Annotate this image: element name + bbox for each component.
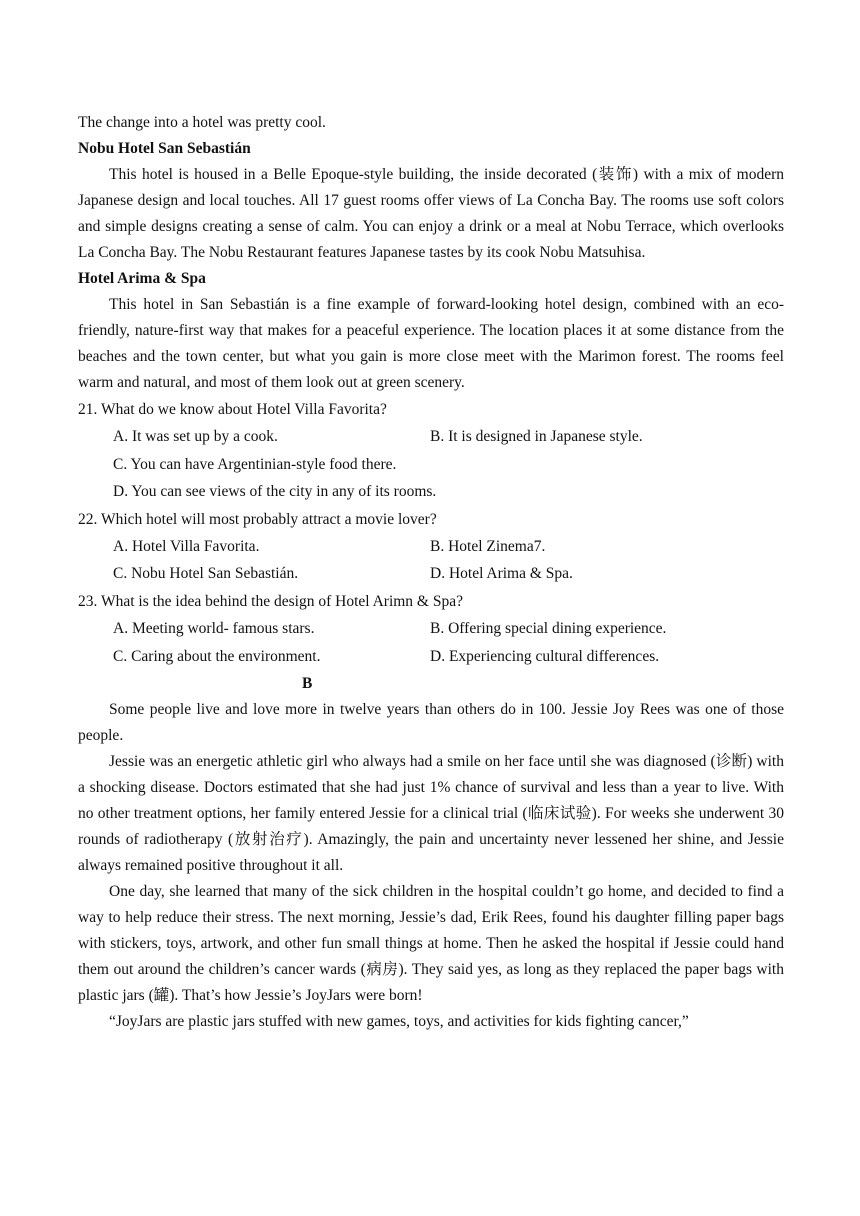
- question-stem: 21. What do we know about Hotel Villa Favorita?: [78, 401, 387, 418]
- option-row: [78, 615, 784, 642]
- option-d: D. Experiencing cultural differences.: [430, 647, 660, 665]
- passage-b-paragraph-1: Some people live and love more in twelve years than others do in 100. Jessie Joy Rees was one of those people.: [78, 701, 784, 745]
- option-b: B. It is designed in Japanese style.: [430, 428, 643, 446]
- option-b: B. Offering special dining experience.: [430, 620, 667, 638]
- option-d: D. You can see views of the city in any of its rooms.: [113, 483, 437, 501]
- option-b: B. Hotel Zinema7.: [430, 538, 546, 556]
- question-23: [78, 588, 784, 670]
- option-row: [78, 533, 784, 560]
- passage-b-paragraph-2: Jessie was an energetic athletic girl who always had a smile on her face until she was diagnosed (诊断) with a shocking disease. Doctors estimated that she had just 1% chance of survival and less than a year to live. With no other treatment options, her family entered Jessie for a clinical trial (临床试验). For weeks she underwent 30 rounds of radiotherapy (放射治疗). Amazingly, the pain and uncertainty never lessened her shine, and Jessie always remained positive throughout it all.: [78, 753, 784, 875]
- option-row: [78, 560, 784, 587]
- option-c: C. Nobu Hotel San Sebastián.: [113, 565, 299, 583]
- option-d: D. Hotel Arima & Spa.: [430, 565, 573, 583]
- hotel-heading-nobu: Nobu Hotel San Sebastián: [78, 140, 251, 157]
- passage-b-paragraph-3: One day, she learned that many of the sick children in the hospital couldn’t go home, and decided to find a way to help reduce their stress. The next morning, Jessie’s dad, Erik Rees, found his daughter filling paper bags with stickers, toys, artwork, and other fun small things at home. Then he asked the hospital if Jessie could hand them out around the children’s cancer wards (病房). They said yes, as long as they replaced the paper bags with plastic jars (罐). That’s how Jessie’s JoyJars were born!: [78, 883, 784, 1005]
- option-row: [78, 423, 784, 450]
- option-c: C. You can have Argentinian-style food there.: [113, 455, 397, 473]
- option-a: A. It was set up by a cook.: [113, 428, 278, 446]
- document-page: [78, 110, 784, 1035]
- question-stem: 23. What is the idea behind the design of Hotel Arimn & Spa?: [78, 592, 463, 610]
- option-c: C. Caring about the environment.: [113, 647, 321, 665]
- hotel-paragraph-arima: This hotel in San Sebastián is a fine example of forward-looking hotel design, combined with an eco-friendly, nature-first way that makes for a peaceful experience. The location places it at some distance from the beaches and the town center, but what you gain is more close meet with the Marimon forest. The rooms feel warm and natural, and most of them look out at green scenery.: [78, 296, 784, 391]
- hotel-paragraph-nobu: This hotel is housed in a Belle Epoque-style building, the inside decorated (装饰) with a mix of modern Japanese design and local touches. All 17 guest rooms offer views of La Concha Bay. The rooms use soft colors and simple designs creating a sense of calm. You can enjoy a drink or a meal at Nobu Terrace, which overlooks La Concha Bay. The Nobu Restaurant features Japanese tastes by its cook Nobu Matsuhisa.: [78, 166, 784, 261]
- hotel-heading-arima: Hotel Arima & Spa: [78, 270, 206, 287]
- intro-line: The change into a hotel was pretty cool.: [78, 114, 326, 131]
- passage-b-paragraph-4: “JoyJars are plastic jars stuffed with new games, toys, and activities for kids fighting cancer,”: [109, 1013, 689, 1031]
- option-a: A. Hotel Villa Favorita.: [113, 538, 260, 556]
- option-a: A. Meeting world- famous stars.: [113, 620, 315, 638]
- option-row: [78, 643, 784, 670]
- question-22: [78, 506, 784, 588]
- question-stem: 22. Which hotel will most probably attract a movie lover?: [78, 510, 437, 528]
- section-label-b: B: [302, 675, 313, 693]
- question-21: [78, 396, 784, 506]
